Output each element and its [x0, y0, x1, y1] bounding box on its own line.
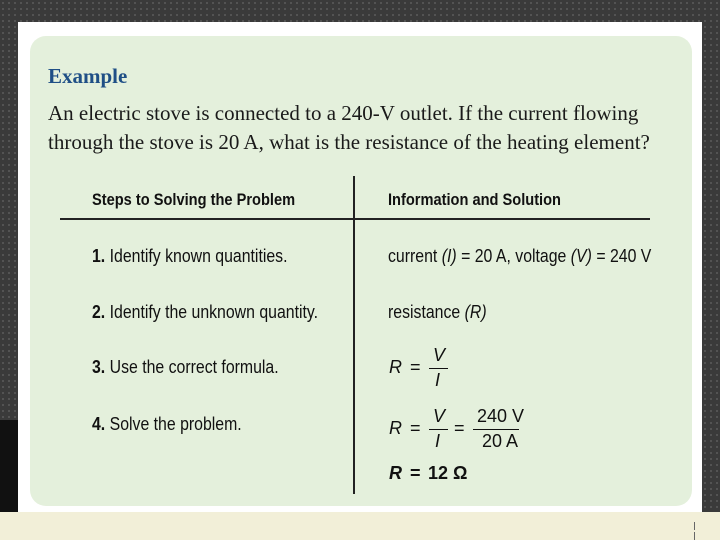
- formula-equals: =: [410, 357, 421, 377]
- solution-equals-1: =: [410, 418, 421, 438]
- voltage-symbol: (V): [570, 246, 592, 266]
- problem-statement: An electric stove is connected to a 240-V outlet. If the current flowing through the stove is 20 A, what is the resistance of the heating element?: [48, 101, 650, 154]
- solution-denominator: I: [435, 431, 441, 451]
- known-quantities: [388, 246, 651, 267]
- value-numerator: 240 V: [477, 406, 525, 426]
- solution-numerator: V: [433, 406, 446, 426]
- step-2: [92, 302, 318, 323]
- step-number: 4.: [92, 414, 106, 434]
- answer-value: 12 Ω: [428, 463, 468, 483]
- value-denominator: 20 A: [482, 431, 519, 451]
- bottom-tick-mark: [694, 522, 695, 530]
- formula-numerator: V: [433, 345, 446, 365]
- step-number: 1.: [92, 246, 106, 266]
- voltage-value: = 240 V: [596, 246, 652, 266]
- current-value: = 20 A,: [461, 246, 511, 266]
- step-text: Identify known quantities.: [109, 246, 288, 266]
- step-text: Identify the unknown quantity.: [109, 302, 319, 322]
- step-3: [92, 357, 279, 378]
- step-text: Use the correct formula.: [109, 357, 279, 377]
- step-4: [92, 414, 242, 435]
- step-text: Solve the problem.: [109, 414, 242, 434]
- step-number: 2.: [92, 302, 106, 322]
- solution-column-header: Information and Solution: [388, 190, 561, 209]
- step-number: 3.: [92, 357, 106, 377]
- step-1: [92, 246, 287, 267]
- resistance-symbol: (R): [464, 302, 487, 322]
- slide-bottom-band: [0, 512, 720, 540]
- solution-lhs: R: [389, 418, 402, 438]
- solution-equals-2: =: [454, 418, 465, 438]
- formula-lhs: R: [389, 357, 402, 377]
- bottom-tick-mark: [694, 532, 695, 540]
- voltage-label: voltage: [515, 246, 567, 266]
- example-title: Example: [48, 64, 128, 88]
- current-label: current: [388, 246, 438, 266]
- unknown-quantity: [388, 302, 487, 323]
- steps-column-header: Steps to Solving the Problem: [92, 190, 296, 209]
- column-divider: [353, 176, 355, 494]
- answer-equals: =: [410, 463, 421, 483]
- answer-lhs: R: [389, 463, 402, 483]
- formula-denominator: I: [435, 370, 441, 390]
- current-symbol: (I): [441, 246, 457, 266]
- header-divider: [60, 218, 650, 220]
- resistance-label: resistance: [388, 302, 461, 322]
